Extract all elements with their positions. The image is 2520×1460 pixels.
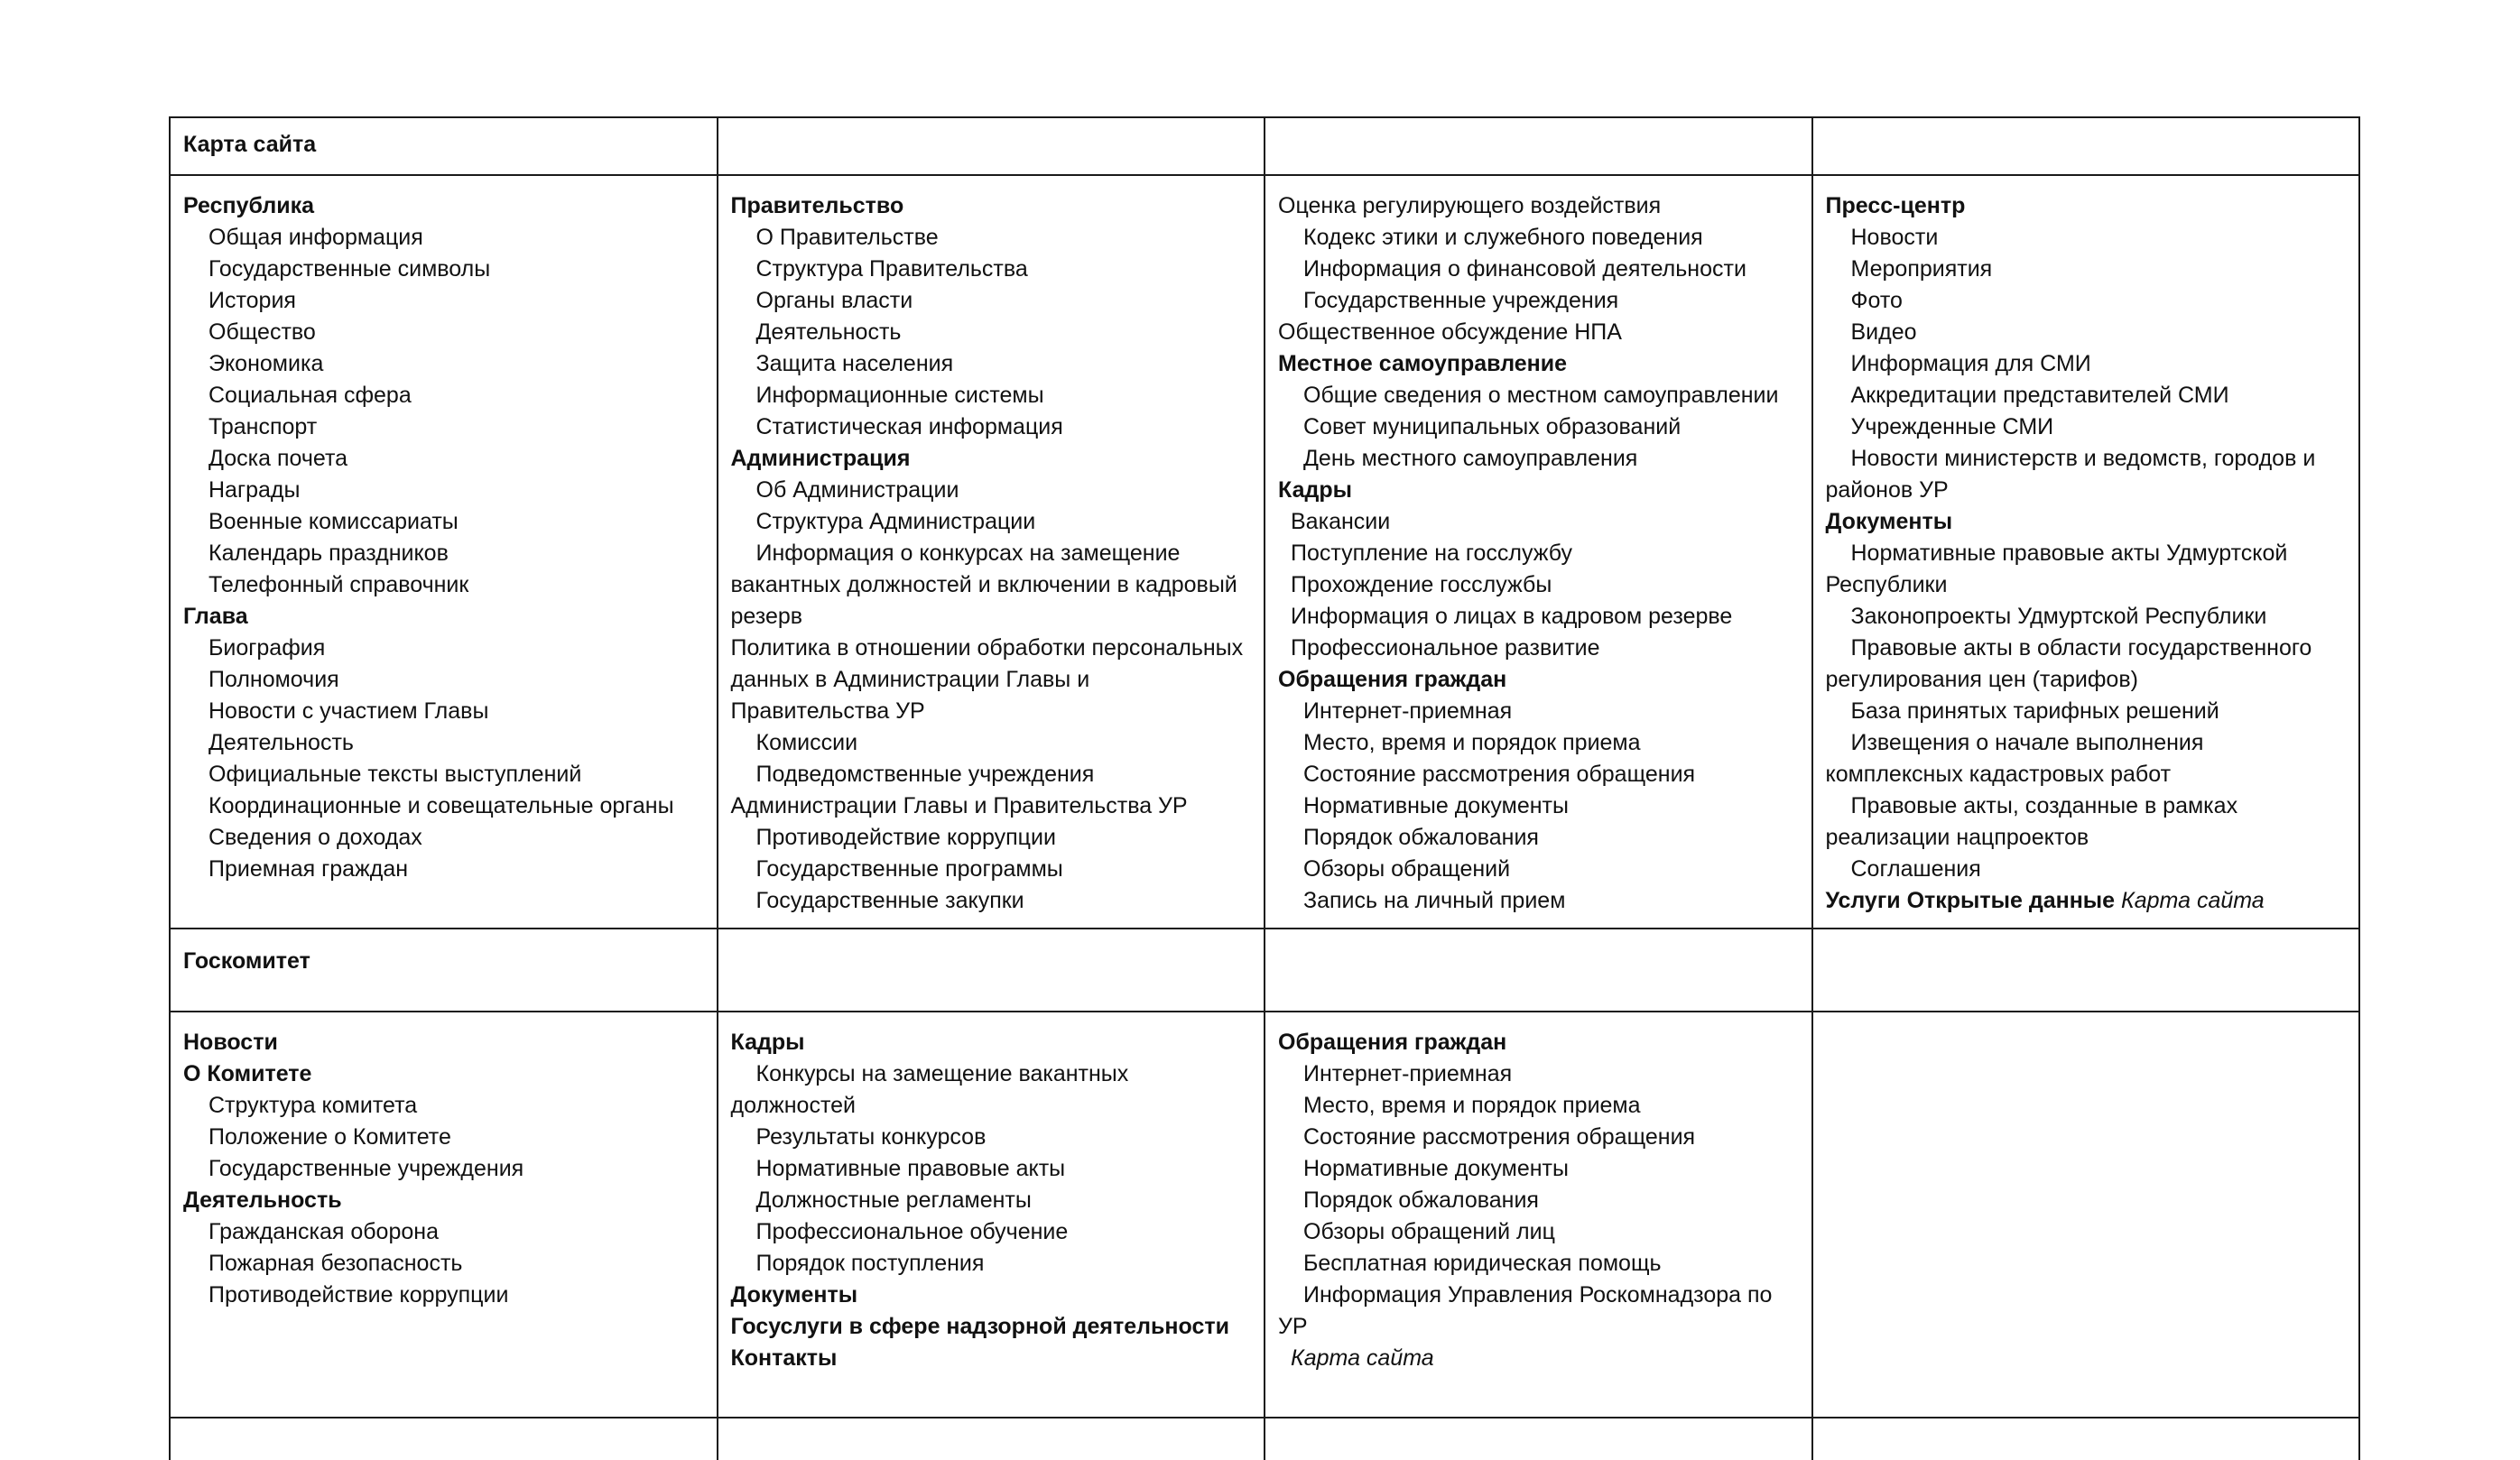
sitemap-link[interactable]: Результаты конкурсов: [755, 1124, 987, 1150]
sitemap-link[interactable]: Вакансии: [1291, 509, 1391, 534]
sitemap-section-heading[interactable]: Госуслуги в сфере надзорной деятельности: [730, 1314, 1229, 1339]
sitemap-link[interactable]: Интернет-приемная: [1303, 1061, 1513, 1086]
sitemap-link[interactable]: Транспорт: [208, 414, 318, 439]
empty-cell: [1265, 1418, 1812, 1460]
sitemap-link[interactable]: Общая информация: [208, 225, 423, 250]
sitemap-link[interactable]: Нормативные правовые акты Удмуртской Республики: [1825, 541, 2288, 597]
sitemap-link[interactable]: Фото: [1850, 288, 1903, 313]
sitemap-link[interactable]: База принятых тарифных решений: [1850, 698, 2219, 724]
section-title: Карта сайта: [183, 132, 317, 157]
sitemap-link[interactable]: Структура Правительства: [755, 256, 1028, 282]
sitemap-link[interactable]: Правовые акты в области государственного регулирования цен (тарифов): [1825, 635, 2312, 692]
sitemap-link[interactable]: Информация Управления Роскомнадзора по УР: [1278, 1282, 1773, 1339]
sitemap-link[interactable]: Соглашения: [1850, 856, 1981, 882]
sitemap-link[interactable]: О Правительстве: [755, 225, 939, 250]
sitemap-link[interactable]: Пожарная безопасность: [208, 1251, 463, 1276]
sitemap-link[interactable]: Совет муниципальных образований: [1303, 414, 1682, 439]
section-title-cell: [170, 117, 718, 175]
sitemap-section-heading[interactable]: Контакты: [730, 1345, 838, 1371]
sitemap-section-heading[interactable]: О Комитете: [183, 1061, 312, 1086]
sitemap-link[interactable]: Информация для СМИ: [1850, 351, 2091, 376]
services-open-data-link[interactable]: Услуги Открытые данные: [1825, 888, 2116, 913]
sitemap-column: [170, 175, 718, 929]
sitemap-link[interactable]: Состояние рассмотрения обращения: [1303, 1124, 1696, 1150]
sitemap-link[interactable]: Противодействие коррупции: [208, 1282, 509, 1308]
sitemap-link[interactable]: Бесплатная юридическая помощь: [1303, 1251, 1662, 1276]
empty-cell: [718, 929, 1265, 1012]
sitemap-link[interactable]: Государственные символы: [208, 256, 491, 282]
sitemap-link[interactable]: Полномочия: [208, 667, 339, 692]
sitemap-link[interactable]: Доска почета: [208, 446, 348, 471]
sitemap-link[interactable]: Мероприятия: [1850, 256, 1993, 282]
section-title-row: [170, 117, 2359, 175]
sitemap-link[interactable]: Законопроекты Удмуртской Республики: [1850, 604, 2267, 629]
sitemap-column: [1265, 175, 1812, 929]
sitemap-link[interactable]: Обзоры обращений: [1303, 856, 1511, 882]
sitemap-link[interactable]: Порядок обжалования: [1303, 825, 1539, 850]
sitemap-link[interactable]: Подведомственные учреждения: [755, 762, 1095, 787]
sitemap-section-heading[interactable]: Деятельность: [183, 1187, 342, 1213]
sitemap-link[interactable]: Приемная граждан: [208, 856, 409, 882]
sitemap-link[interactable]: Государственные учреждения: [208, 1156, 524, 1181]
sitemap-link[interactable]: Администрации Главы и Правительства УР: [730, 793, 1188, 818]
sitemap-link[interactable]: Официальные тексты выступлений: [208, 762, 582, 787]
sitemap-table: [169, 116, 2360, 1460]
sitemap-column: [170, 1012, 718, 1418]
sitemap-link[interactable]: Социальная сфера: [208, 383, 412, 408]
sitemap-link[interactable]: Профессиональное обучение: [755, 1219, 1069, 1244]
sitemap-link[interactable]: Должностные регламенты: [755, 1187, 1032, 1213]
sitemap-link[interactable]: Порядок обжалования: [1303, 1187, 1539, 1213]
sitemap-link[interactable]: История: [208, 288, 296, 313]
sitemap-link[interactable]: Запись на личный прием: [1303, 888, 1566, 913]
sitemap-section-heading[interactable]: Местное самоуправление: [1278, 351, 1568, 376]
sitemap-link[interactable]: Информация о лицах в кадровом резерве: [1291, 604, 1733, 629]
sitemap-link[interactable]: Комиссии: [755, 730, 858, 755]
sitemap-section-heading[interactable]: Глава: [183, 604, 248, 629]
section-title: Госкомитет: [183, 948, 310, 974]
sitemap-link[interactable]: Извещения о начале выполнения комплексных кадастровых работ: [1825, 730, 2204, 787]
sitemap-section-heading[interactable]: Новости: [183, 1030, 278, 1055]
sitemap-link[interactable]: Новости министерств и ведомств, городов и районов УР: [1825, 446, 2316, 503]
sitemap-link[interactable]: Нормативные документы: [1303, 1156, 1569, 1181]
empty-cell: [1812, 929, 2360, 1012]
sitemap-link[interactable]: Телефонный справочник: [208, 572, 469, 597]
sitemap-link[interactable]: Гражданская оборона: [208, 1219, 439, 1244]
sitemap-link[interactable]: Обзоры обращений лиц: [1303, 1219, 1555, 1244]
sitemap-link[interactable]: Экономика: [208, 351, 324, 376]
sitemap-link[interactable]: Государственные учреждения: [1303, 288, 1619, 313]
sitemap-link[interactable]: Государственные закупки: [755, 888, 1024, 913]
sitemap-column: [1265, 1012, 1812, 1418]
sitemap-link[interactable]: Правовые акты, созданные в рамках реализации нацпроектов: [1825, 793, 2238, 850]
sitemap-section-heading[interactable]: Документы: [1825, 509, 1953, 534]
sitemap-link[interactable]: Органы власти: [755, 288, 913, 313]
sitemap-section-heading[interactable]: Документы: [730, 1282, 858, 1308]
empty-cell: [1265, 929, 1812, 1012]
sitemap-section-heading[interactable]: Республика: [183, 193, 315, 218]
sitemap-link[interactable]: Место, время и порядок приема: [1303, 1093, 1641, 1118]
sitemap-link[interactable]: Государственные программы: [755, 856, 1063, 882]
sitemap-link[interactable]: Прохождение госслужбы: [1291, 572, 1552, 597]
sitemap-link[interactable]: Информация о финансовой деятельности: [1303, 256, 1746, 282]
empty-cell: [1265, 117, 1812, 175]
sitemap-section-heading[interactable]: Администрация: [730, 446, 911, 471]
sitemap-link[interactable]: Нормативные правовые акты: [755, 1156, 1066, 1181]
sitemap-link[interactable]: Статистическая информация: [755, 414, 1063, 439]
section-title-cell: [170, 929, 718, 1012]
sitemap-link[interactable]: Информационные системы: [755, 383, 1044, 408]
sitemap-link[interactable]: Положение о Комитете: [208, 1124, 451, 1150]
section-body-row: [170, 1012, 2359, 1418]
sitemap-link[interactable]: Карта сайта: [1291, 1345, 1434, 1371]
sitemap-link[interactable]: Защита населения: [755, 351, 954, 376]
col4-last-line: [1826, 885, 2347, 917]
sitemap-column: [1812, 175, 2360, 929]
sitemap-link[interactable]: Противодействие коррупции: [755, 825, 1056, 850]
sitemap-link[interactable]: Видео: [1850, 319, 1917, 345]
empty-cell: [718, 117, 1265, 175]
sitemap-section-heading[interactable]: Кадры: [1278, 477, 1352, 503]
sitemap-link[interactable]: Военные комиссариаты: [208, 509, 459, 534]
sitemap-link[interactable]: Общество: [208, 319, 316, 345]
sitemap-link[interactable]: Награды: [208, 477, 301, 503]
empty-cell: [1812, 1418, 2360, 1460]
sitemap-section-heading[interactable]: Обращения граждан: [1278, 1030, 1507, 1055]
sitemap-link[interactable]: Интернет-приемная: [1303, 698, 1513, 724]
sitemap-link[interactable]: Календарь праздников: [208, 541, 449, 566]
sitemap-link[interactable]: Кодекс этики и служебного поведения: [1303, 225, 1703, 250]
empty-cell: [1812, 117, 2360, 175]
empty-cell: [170, 1418, 718, 1460]
sitemap-link[interactable]: Политика в отношении обработки персональных данных в Администрации Главы и Правительства УР: [730, 635, 1244, 724]
sitemap-link[interactable]: Поступление на госслужбу: [1291, 541, 1573, 566]
sitemap-link[interactable]: Деятельность: [755, 319, 902, 345]
sitemap-link[interactable]: Сведения о доходах: [208, 825, 422, 850]
sitemap-link[interactable]: Общие сведения о местном самоуправлении: [1303, 383, 1779, 408]
sitemap-link[interactable]: Структура комитета: [208, 1093, 418, 1118]
sitemap-link[interactable]: Новости с участием Главы: [208, 698, 489, 724]
section-title-row: [170, 929, 2359, 1012]
sitemap-link[interactable]: Координационные и совещательные органы: [208, 793, 674, 818]
sitemap-link[interactable]: Аккредитации представителей СМИ: [1850, 383, 2229, 408]
sitemap-link[interactable]: Об Администрации: [755, 477, 959, 503]
sitemap-column: [718, 175, 1265, 929]
sitemap-section-heading[interactable]: Кадры: [730, 1030, 805, 1055]
sitemap-link[interactable]: Конкурсы на замещение вакантных должностей: [730, 1061, 1129, 1118]
sitemap-column: [718, 1012, 1265, 1418]
sitemap-link[interactable]: Порядок поступления: [755, 1251, 985, 1276]
empty-cell: [1812, 1012, 2360, 1418]
sitemap-link[interactable]: Информация о конкурсах на замещение вакантных должностей и включении в кадровый резерв: [730, 541, 1237, 629]
sitemap-link[interactable]: Карта сайта: [2121, 888, 2265, 913]
sitemap-link[interactable]: Оценка регулирующего воздействия: [1278, 193, 1662, 218]
sitemap-section-heading[interactable]: Пресс-центр: [1825, 193, 1966, 218]
sitemap-link[interactable]: Состояние рассмотрения обращения: [1303, 762, 1696, 787]
sitemap-link[interactable]: Профессиональное развитие: [1291, 635, 1600, 661]
sitemap-link[interactable]: Структура Администрации: [755, 509, 1036, 534]
sitemap-link[interactable]: Новости: [1850, 225, 1939, 250]
sitemap-link[interactable]: Место, время и порядок приема: [1303, 730, 1641, 755]
sitemap-link[interactable]: Нормативные документы: [1303, 793, 1569, 818]
sitemap-link[interactable]: Общественное обсуждение НПА: [1278, 319, 1622, 345]
sitemap-link[interactable]: День местного самоуправления: [1303, 446, 1638, 471]
empty-cell: [718, 1418, 1265, 1460]
sitemap-link[interactable]: Биография: [208, 635, 326, 661]
sitemap-link[interactable]: Учрежденные СМИ: [1850, 414, 2054, 439]
sitemap-section-heading[interactable]: Обращения граждан: [1278, 667, 1507, 692]
table-tail-row: [170, 1418, 2359, 1460]
sitemap-section-heading[interactable]: Правительство: [730, 193, 904, 218]
section-body-row: [170, 175, 2359, 929]
sitemap-link[interactable]: Деятельность: [208, 730, 354, 755]
